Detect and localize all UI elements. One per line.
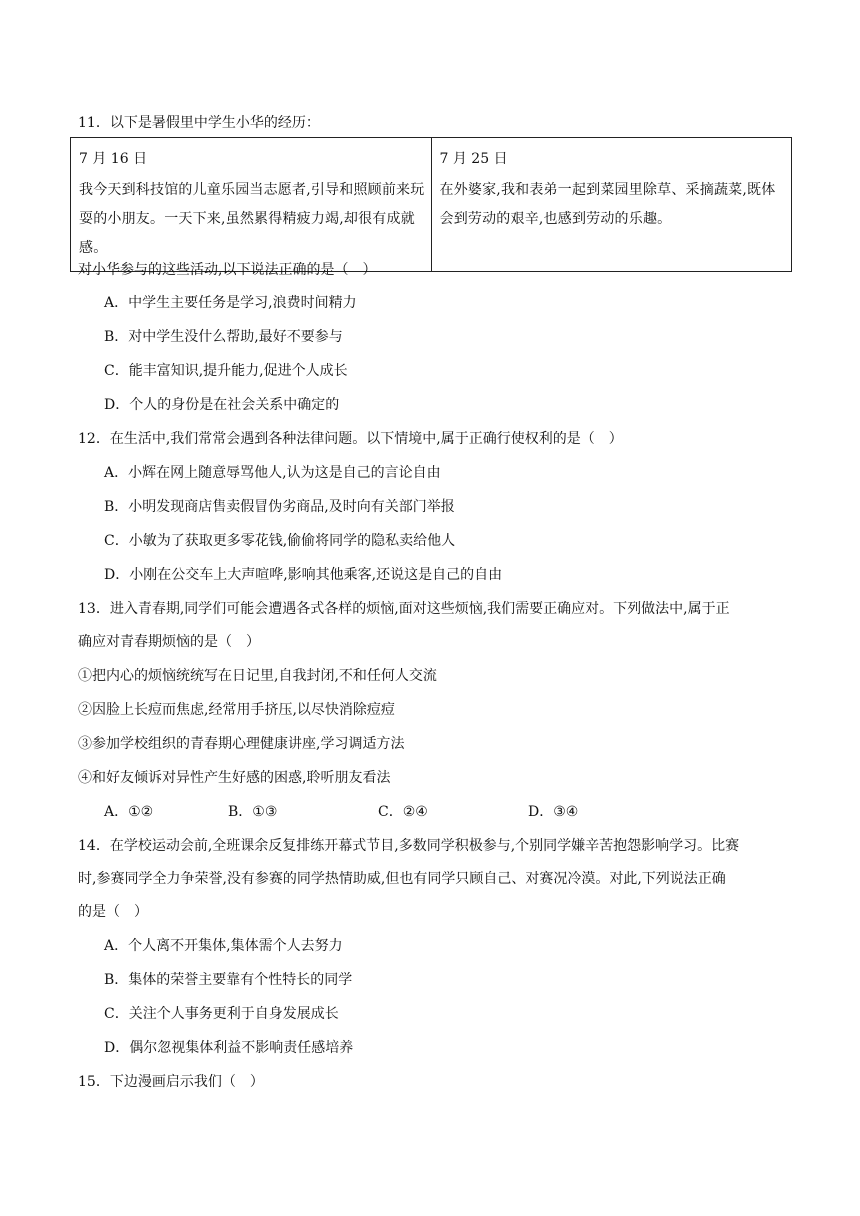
q11-question: 对小华参与的这些活动,以下说法正确的是（ ） (78, 262, 377, 278)
option-text: 能丰富知识,提升能力,促进个人成长 (128, 363, 348, 379)
q11-diary-table (70, 137, 792, 272)
diary-text-1: 我今天到科技馆的儿童乐园当志愿者,引导和照顾前来玩耍的小朋友。一天下来,虽然累得精疲力竭,却很有成就感。 (79, 182, 425, 256)
q14-option-a[interactable] (104, 936, 343, 956)
option-text: 个人离不开集体,集体需个人去努力 (128, 938, 343, 954)
option-label: B． (104, 329, 129, 345)
option-label: B． (228, 804, 253, 820)
q13-option-c[interactable] (378, 802, 428, 822)
q14-stem-line-3: 的是（ ） (78, 904, 148, 920)
option-label: A． (104, 938, 129, 954)
option-text: 关注个人事务更利于自身发展成长 (128, 1006, 339, 1022)
option-label: D． (104, 397, 130, 413)
q12-option-a[interactable] (104, 463, 441, 483)
option-text: ①② (128, 804, 154, 820)
option-text: ③④ (553, 804, 579, 820)
option-label: A． (104, 804, 129, 820)
q12-stem: 12．在生活中,我们常常会遇到各种法律问题。以下情境中,属于正确行使权利的是（ ） (78, 431, 623, 447)
q12-option-b[interactable] (104, 497, 455, 517)
option-text: ②④ (402, 804, 428, 820)
option-text: 小敏为了获取更多零花钱,偷偷将同学的隐私卖给他人 (128, 533, 456, 549)
diary-cell-2 (431, 138, 792, 272)
option-label: D． (104, 567, 130, 583)
option-label: B． (104, 972, 129, 988)
q14-option-b[interactable] (104, 970, 352, 990)
option-text: 个人的身份是在社会关系中确定的 (129, 397, 340, 413)
q11-stem: 11．以下是暑假里中学生小华的经历： (78, 115, 320, 131)
diary-text-2: 在外婆家,我和表弟一起到菜园里除草、采摘蔬菜,既体会到劳动的艰辛,也感到劳动的乐趣。 (439, 182, 776, 227)
q13-stem-line-2: 确应对青春期烦恼的是（ ） (78, 634, 260, 650)
q13-item-4: ④和好友倾诉对异性产生好感的困惑,聆听朋友看法 (78, 770, 391, 786)
option-label: A． (104, 465, 129, 481)
option-label: A． (104, 295, 129, 311)
option-label: D． (104, 1040, 130, 1056)
option-text: 小辉在网上随意辱骂他人,认为这是自己的言论自由 (128, 465, 441, 481)
option-label: D． (528, 804, 554, 820)
option-text: 集体的荣誉主要靠有个性特长的同学 (128, 972, 353, 988)
q12-option-c[interactable] (104, 531, 455, 551)
option-label: C． (104, 533, 129, 549)
q13-item-3: ③参加学校组织的青春期心理健康讲座,学习调适方法 (78, 736, 405, 752)
q13-item-2: ②因脸上长痘而焦虑,经常用手挤压,以尽快消除痘痘 (78, 702, 395, 718)
q13-item-1: ①把内心的烦恼统统写在日记里,自我封闭,不和任何人交流 (78, 668, 437, 684)
q13-option-a[interactable] (104, 802, 153, 822)
q13-option-d[interactable] (528, 802, 578, 822)
q12-option-d[interactable] (104, 565, 502, 585)
option-text: 小明发现商店售卖假冒伪劣商品,及时向有关部门举报 (128, 499, 455, 515)
diary-date-2: 7 月 25 日 (439, 151, 508, 167)
q13-stem-line-1: 13．进入青春期,同学们可能会遭遇各式各样的烦恼,面对这些烦恼,我们需要正确应对。下列做法中,属于正 (78, 601, 730, 617)
option-text: 中学生主要任务是学习,浪费时间精力 (128, 295, 357, 311)
option-label: C． (104, 1006, 129, 1022)
option-label: C． (378, 804, 403, 820)
q14-option-d[interactable] (104, 1038, 353, 1058)
diary-cell-1 (71, 138, 432, 272)
q13-option-b[interactable] (228, 802, 277, 822)
q11-option-c[interactable] (104, 361, 348, 381)
q11-option-b[interactable] (104, 327, 343, 347)
option-label: C． (104, 363, 129, 379)
option-text: 对中学生没什么帮助,最好不要参与 (128, 329, 343, 345)
q11-option-a[interactable] (104, 293, 357, 313)
q14-stem-line-2: 时,参赛同学全力争荣誉,没有参赛的同学热情助威,但也有同学只顾自己、对赛况冷漠。对此,下列说法正确 (78, 871, 726, 887)
option-label: B． (104, 499, 129, 515)
option-text: 小刚在公交车上大声喧哗,影响其他乘客,还说这是自己的自由 (129, 567, 503, 583)
q14-option-c[interactable] (104, 1004, 339, 1024)
option-text: ①③ (252, 804, 278, 820)
option-text: 偶尔忽视集体利益不影响责任感培养 (129, 1040, 354, 1056)
q11-option-d[interactable] (104, 395, 339, 415)
q14-stem-line-1: 14．在学校运动会前,全班课余反复排练开幕式节目,多数同学积极参与,个别同学嫌辛苦抱怨影响学习。比赛 (78, 838, 740, 854)
q15-stem: 15．下边漫画启示我们（ ） (78, 1074, 264, 1090)
diary-date-1: 7 月 16 日 (79, 151, 148, 167)
